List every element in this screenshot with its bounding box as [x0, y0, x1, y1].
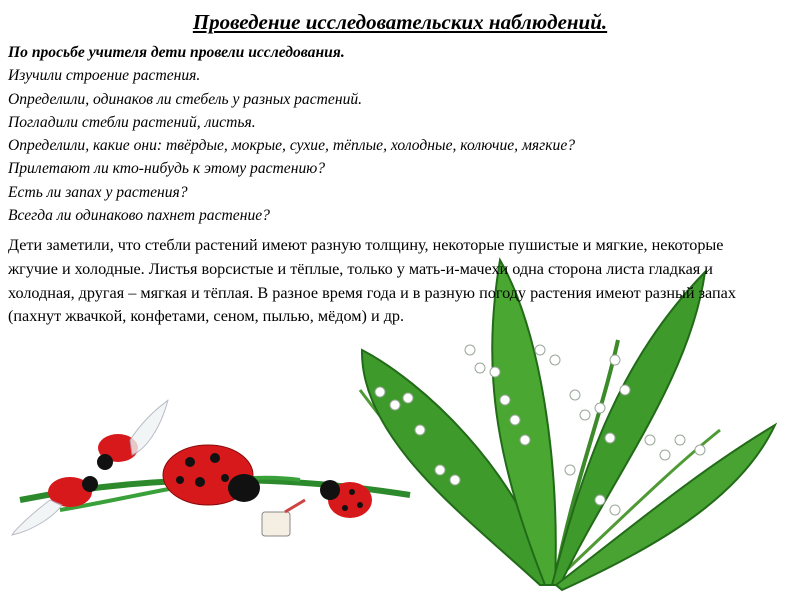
- intro-line: По просьбе учителя дети провели исследования.: [8, 44, 345, 61]
- list-item: Прилетают ли кто-нибудь к этому растению?: [8, 160, 326, 178]
- conclusion-paragraph: Дети заметили, что стебли растений имеют разную толщину, некоторые пушистые и мягкие, некоторые жгучие и холодные. Листья ворсистые и тёплые, только у мать-и-мачехи одна сторона листа гладкая и холодная, другая – мягкая и тёплая. В разное время года и в разную погоду растения имеют разный запах (пахнут жвачкой, конфетами, сеном, пылью, мёдом) и др.: [8, 236, 736, 326]
- page-title: Проведение исследовательских наблюдений.: [192, 10, 608, 34]
- list-item: Всегда ли одинаково пахнет растение?: [8, 207, 270, 225]
- ladybugs-image: [12, 400, 410, 536]
- list-item: Определили, какие они: твёрдые, мокрые, сухие, тёплые, холодные, колючие, мягкие?: [8, 137, 576, 155]
- list-item: Изучили строение растения.: [8, 67, 201, 85]
- list-item: Определили, одинаков ли стебель у разных растений.: [8, 90, 363, 108]
- research-list: [8, 41, 793, 227]
- list-item: Есть ли запах у растения?: [8, 183, 188, 201]
- list-item: Погладили стебли растений, листья.: [8, 113, 256, 131]
